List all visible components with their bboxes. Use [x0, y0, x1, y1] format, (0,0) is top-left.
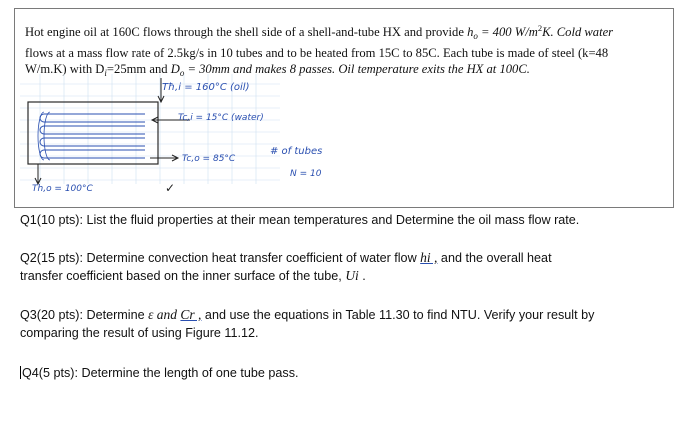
problem-line-3-text-b: =25mm and — [106, 62, 171, 76]
h-subscript: o — [473, 31, 478, 41]
oil-inlet-label: Tħ,i = 160°C (oil) — [162, 82, 250, 93]
problem-line-2-text: flows at a mass flow rate of 2.5kg/s in 10 tubes and to be heated from 15C to 85C. Each tube is made of steel (k=48 — [25, 45, 609, 60]
question-3 — [20, 306, 670, 342]
question-4[interactable] — [20, 364, 670, 382]
question-2-text-a: Q2(15 pts): Determine convection heat transfer coefficient of water flow — [20, 251, 421, 265]
water-outlet-label: Tc,o = 85°C — [182, 154, 236, 164]
question-2-text-d: . — [358, 269, 366, 283]
shell-outline — [28, 102, 158, 164]
tube-bundle — [38, 112, 145, 160]
problem-line-1-text: Hot engine oil at 160C flows through the shell side of a shell-and-tube HX and provide — [25, 25, 468, 39]
problem-line-3-text-c: = 30mm and makes 8 passes. Oil temperature exits the HX at 100C. — [184, 62, 530, 76]
text-cursor — [20, 366, 21, 379]
problem-line-2 — [25, 45, 665, 62]
question-2-text-c: transfer coefficient based on the inner surface of the tube, — [20, 269, 346, 283]
epsilon-symbol: ε and — [148, 307, 181, 322]
h-symbol: h — [467, 25, 474, 39]
cr-symbol[interactable]: Cr , — [180, 307, 202, 322]
h-value: = 400 W/m — [477, 25, 538, 39]
oil-outlet-label: Th,o = 100°C — [32, 184, 93, 194]
tubes-count: N = 10 — [290, 169, 322, 179]
problem-line-3-text-a: W/m.K) with D — [25, 62, 105, 76]
question-3-text-b: and use the equations in Table 11.30 to find NTU. Verify your result by — [201, 308, 595, 322]
ui-symbol: Ui — [345, 268, 359, 283]
question-3-text-c: comparing the result of using Figure 11.12. — [20, 326, 259, 340]
h-unit-end: K. Cold water — [542, 25, 614, 39]
problem-text — [25, 20, 665, 82]
question-2 — [20, 249, 670, 285]
problem-line-1 — [25, 20, 665, 45]
di-subscript: i — [104, 68, 107, 78]
question-1: Q1(10 pts): List the fluid properties at their mean temperatures and Determine the oil mass flow rate. — [20, 213, 580, 227]
question-4-text: Q4(5 pts): Determine the length of one tube pass. — [22, 366, 299, 380]
do-subscript: o — [179, 68, 185, 78]
question-2-text-b: and the overall heat — [437, 251, 552, 265]
water-inlet-label: Tc,i = 15°C (water) — [178, 113, 264, 123]
tubes-label: # of tubes — [270, 146, 323, 157]
checkmark: ✓ — [165, 181, 176, 195]
do-symbol: D — [170, 62, 180, 76]
question-3-text-a: Q3(20 pts): Determine — [20, 308, 149, 322]
hx-sketch — [20, 74, 360, 204]
hi-symbol[interactable]: hi , — [420, 250, 438, 265]
h-unit-exponent: 2 — [537, 23, 543, 33]
